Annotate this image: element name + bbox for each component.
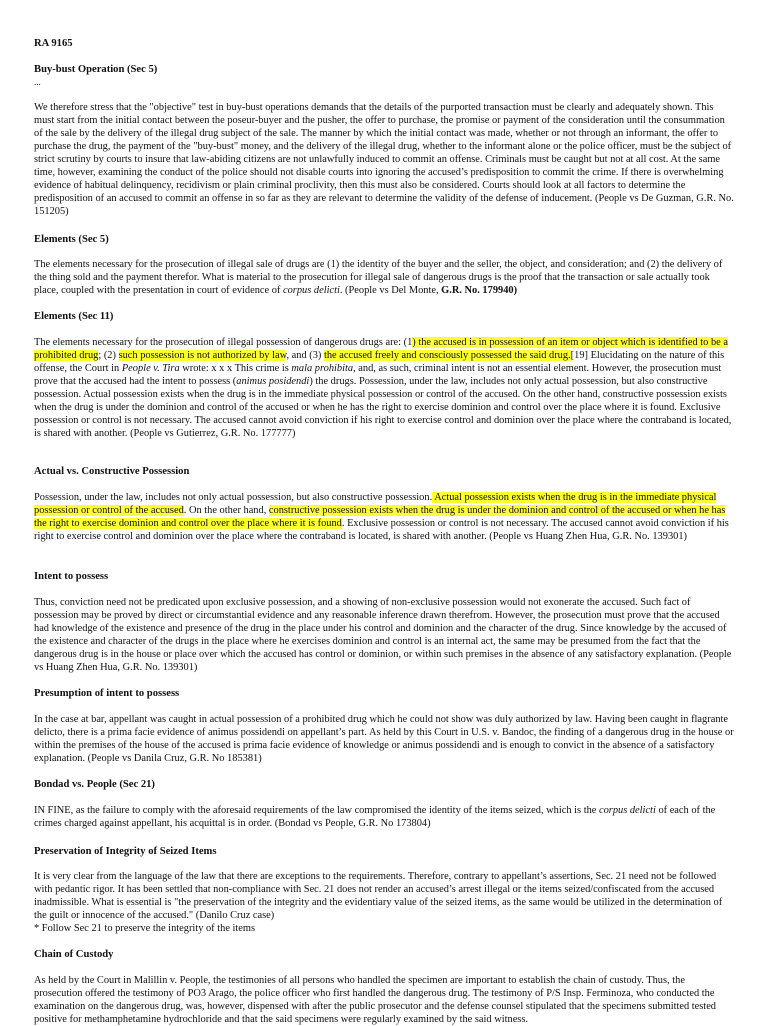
- paragraph-chain-of-custody: As held by the Court in Malillin v. People, the testimonies of all persons who handled the specimen are important to establish the chain of custody. Thus, the prosecution offered the testimony of PO3 Arago, the police officer who first handled the dangerous drug. The testimony of P/S Insp. Ferminoza, who conducted the examination on the dangerous drug, was, however, dispensed with after the public prosecutor and the defense counsel stipulated that the specimens submitted tested positive for methamphetamine hydrochloride and that the said specimens were regularly examined by the said witness.: [34, 975, 717, 1025]
- highlight-constructive-possession: constructive possession exists when the drug is under the dominion and control of the accused or when he has the right to exercise dominion and control over the place where it is found: [34, 505, 726, 529]
- highlight-element-2: such possession is not authorized by law: [118, 350, 287, 361]
- heading-chain-of-custody: Chain of Custody: [34, 949, 114, 960]
- ellipsis: ...: [34, 77, 41, 87]
- heading-intent-to-possess: Intent to possess: [34, 571, 109, 582]
- paragraph-elements-sec5: The elements necessary for the prosecution of illegal sale of drugs are (1) the identity of the buyer and the seller, the object, and consideration; and (2) the delivery of the thing sold and the payment therefor. What is material to the prosecution for illegal sale of dangerous drugs is the proof that the transaction or sale actually took place, coupled with the presentation in court of evidence of corpus delicti. (People vs Del Monte, G.R. No. 179940): [34, 259, 723, 296]
- note-follow-sec21: * Follow Sec 21 to preserve the integrity of the items: [34, 923, 256, 934]
- paragraph-bondad: IN FINE, as the failure to comply with the aforesaid requirements of the law compromised the identity of the items seized, which is the corpus delicti of each of the crimes charged against appellant, his acquittal is in order. (Bondad vs People, G.R. No 173804): [34, 805, 716, 829]
- paragraph-elements-sec11: The elements necessary for the prosecution of illegal possession of dangerous drugs are: (1) the accused is in possession of an item or object which is identified to be a prohibited drug; (2) such possession is not authorized by law, and (3) the accused freely and consciously possessed the said drug.[19] Elucidating on the nature of this offense, the Court in People v. Tira wrote: x x x This crime is mala prohibita, and, as such, criminal intent is not an essential element. However, the prosecution must prove that the accused had the intent to possess (animus posidendi) the drugs. Possession, under the law, includes not only actual possession, but also constructive possession. Actual possession exists when the drug is in the immediate physical possession or control of the accused. On the other hand, constructive possession exists when the drug is under the dominion and control of the accused or when he has the right to exercise dominion and control over the place where it is found. Exclusive possession or control is not necessary. The accused cannot avoid conviction if his right to exercise control and dominion over the place where the contraband is located, is shared with another. (People vs Gutierrez, G.R. No. 177777): [34, 337, 732, 439]
- paragraph-buy-bust: We therefore stress that the "objective" test in buy-bust operations demands that the details of the purported transaction must be clearly and adequately shown. This must start from the initial contact between the poseur-buyer and the pusher, the offer to purchase, the promise or payment of the consideration until the consummation of the sale by the delivery of the illegal drug subject of the sale. The manner by which the initial contact was made, whether or not through an informant, the offer to purchase the drug, the payment of the "buy-bust" money, and the delivery of the illegal drug, whether to the informant alone or the police officer, must be the subject of strict scrutiny by courts to insure that law-abiding citizens are not unlawfully induced to commit an offense. Criminals must be caught but not at all cost. At the same time, however, examining the conduct of the police should not disable courts into ignoring the accused’s predisposition to commit the crime. If there is overwhelming evidence of habitual delinquency, recidivism or plain criminal proclivity, then this must also be considered. Courts should look at all factors to determine the predisposition of an accused to commit an offense in so far as they are relevant to determine the validity of the defense of inducement. (People vs De Guzman, G.R. No. 151205): [34, 102, 734, 217]
- paragraph-preservation: It is very clear from the language of the law that there are exceptions to the requirements. Therefore, contrary to appellant’s assertions, Sec. 21 need not be followed with pedantic rigor. It has been settled that non-compliance with Sec. 21 does not render an accused’s arrest illegal or the items seized/confiscated from the accused inadmissible. What is essential is "the preservation of the integrity and the evidentiary value of the seized items, as the same would be utilized in the determination of the guilt or innocence of the accused." (Danilo Cruz case): [34, 871, 723, 921]
- heading-bondad: Bondad vs. People (Sec 21): [34, 779, 155, 790]
- paragraph-presumption: In the case at bar, appellant was caught in actual possession of a prohibited drug which he could not show was duly authorized by law. Having been caught in flagrante delicto, there is a prima facie evidence of animus possidendi on appellant’s part. As held by this Court in U.S. v. Bandoc, the finding of a dangerous drug in the house or within the premises of the house of the accused is prima facie evidence of knowledge or animus possidendi and is enough to convict in the absence of a satisfactory explanation. (People vs Danila Cruz, G.R. No 185381): [34, 714, 734, 764]
- heading-elements-sec11: Elements (Sec 11): [34, 311, 114, 322]
- document-title: RA 9165: [34, 38, 73, 49]
- highlight-element-1: ) the accused is in possession of an item or object which is identified to be a prohibited drug: [34, 337, 728, 361]
- heading-actual-vs-constructive: Actual vs. Constructive Possession: [34, 466, 190, 477]
- heading-presumption: Presumption of intent to possess: [34, 688, 180, 699]
- paragraph-intent-to-possess: Thus, conviction need not be predicated upon exclusive possession, and a showing of non-exclusive possession would not exonerate the accused. Such fact of possession may be proved by direct or circumstantial evidence and any reasonable inference drawn therefrom. However, the prosecution must prove that the accused had knowledge of the existence and presence of the drug in the place under his control and dominion and the character of the drug. Since knowledge by the accused of the existence and character of the drugs in the place where he exercises dominion and control is an internal act, the same may be presumed from the fact that the dangerous drug is in the house or place over which the accused has control or dominion, or within such premises in the absence of any satisfactory explanation. (People vs Huang Zhen Hua, G.R. No. 139301): [34, 597, 732, 673]
- paragraph-actual-vs-constructive: Possession, under the law, includes not only actual possession, but also constructive possession. Actual possession exists when the drug is in the immediate physical possession or control of the accused. On the other hand, constructive possession exists when the drug is under the dominion and control of the accused or when he has the right to exercise dominion and control over the place where it is found. Exclusive possession or control is not necessary. The accused cannot avoid conviction if his right to exercise control and dominion over the place where the contraband is located, is shared with another. (People vs Huang Zhen Hua, G.R. No. 139301): [34, 492, 729, 542]
- highlight-actual-possession: Actual possession exists when the drug is in the immediate physical possession or control of the accused: [34, 492, 717, 516]
- heading-buy-bust: Buy-bust Operation (Sec 5): [34, 64, 158, 75]
- heading-elements-sec5: Elements (Sec 5): [34, 234, 109, 245]
- heading-preservation: Preservation of Integrity of Seized Items: [34, 846, 217, 857]
- highlight-element-3: the accused freely and consciously possessed the said drug.: [323, 350, 571, 361]
